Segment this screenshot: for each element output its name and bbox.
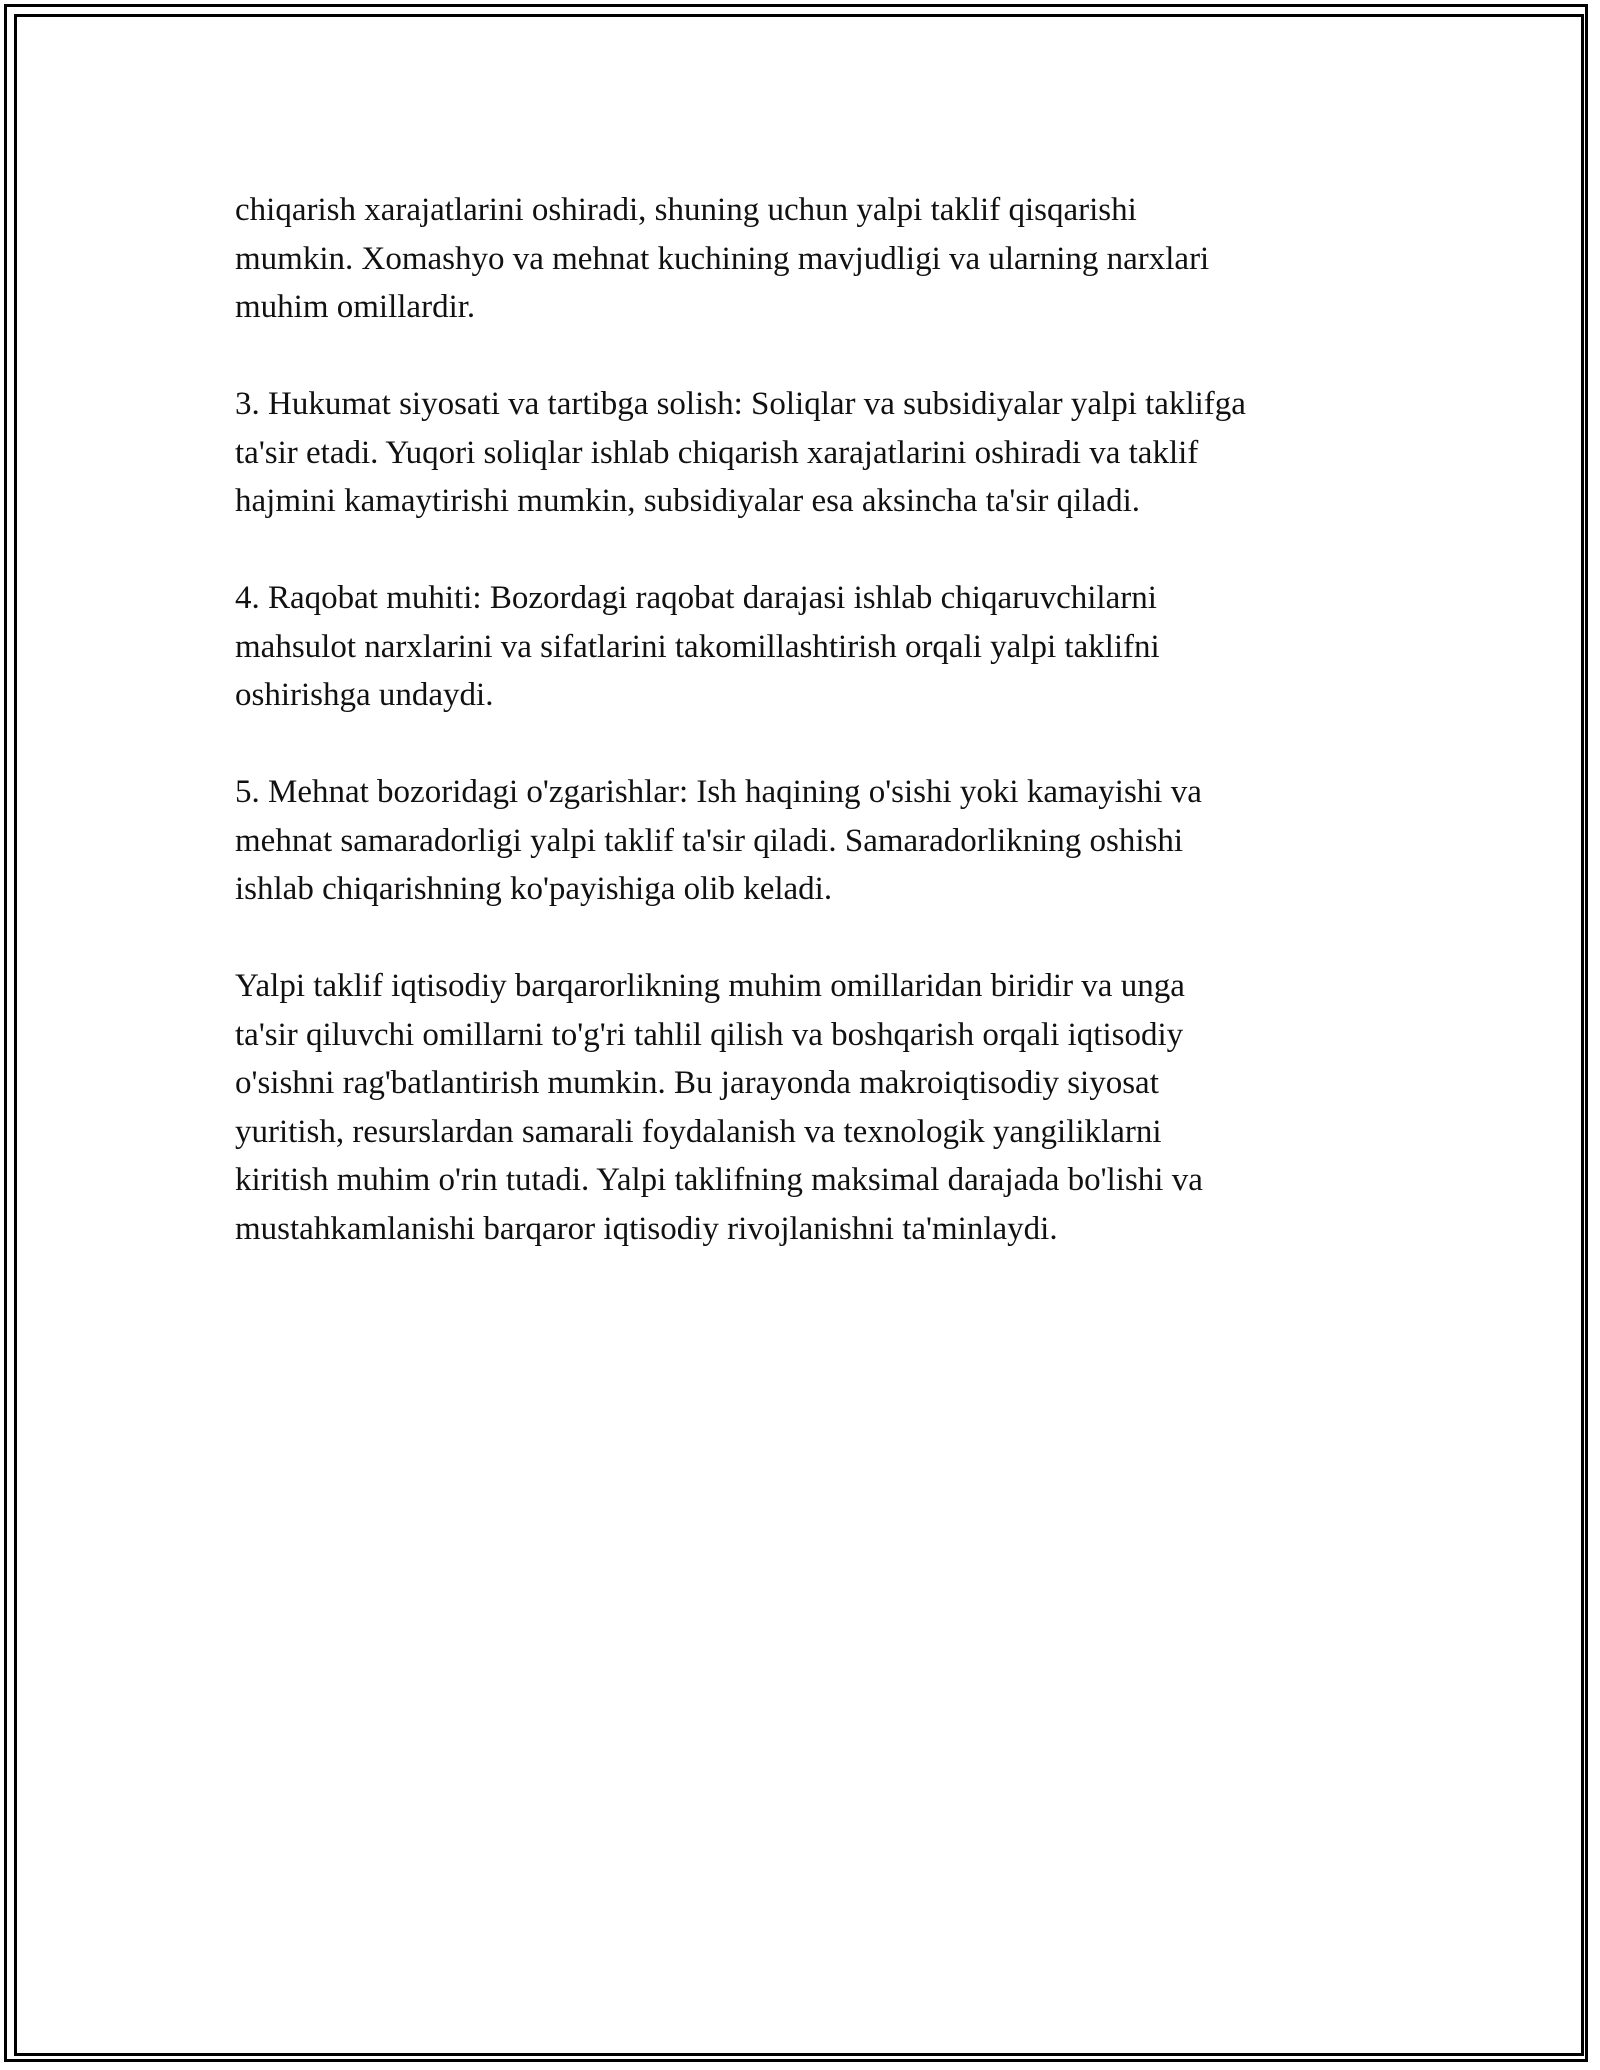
- paragraph-item-4: 4. Raqobat muhiti: Bozordagi raqobat darajasi ishlab chiqaruvchilarni mahsulot narxlarini va sifatlarini takomillashtirish orqali yalpi taklifni oshirishga undaydi.: [235, 580, 1160, 713]
- document-body: [235, 186, 1395, 1302]
- paragraph-conclusion: Yalpi taklif iqtisodiy barqarorlikning muhim omillaridan biridir va unga ta'sir qiluvchi omillarni to'g'ri tahlil qilish va boshqarish orqali iqtisodiy o'sishni rag'batlantirish mumkin. Bu jarayonda makroiqtisodiy siyosat yuritish, resurslardan samarali foydalanish va texnologik yangiliklarni kiritish muhim o'rin tutadi. Yalpi taklifning maksimal darajada bo'lishi va mustahkamlanishi barqaror iqtisodiy rivojlanishni ta'minlaydi.: [235, 968, 1203, 1247]
- paragraph-continuation: chiqarish xarajatlarini oshiradi, shuning uchun yalpi taklif qisqarishi mumkin. Xomashyo va mehnat kuchining mavjudligi va ularning narxlari muhim omillardir.: [235, 192, 1210, 325]
- paragraph-item-3: 3. Hukumat siyosati va tartibga solish: Soliqlar va subsidiyalar yalpi taklifga ta'sir etadi. Yuqori soliqlar ishlab chiqarish xarajatlarini oshiradi va taklif hajmini kamaytirishi mumkin, subsidiyalar esa aksincha ta'sir qiladi.: [235, 386, 1246, 519]
- paragraph-item-5: 5. Mehnat bozoridagi o'zgarishlar: Ish haqining o'sishi yoki kamayishi va mehnat samaradorligi yalpi taklif ta'sir qiladi. Samaradorlikning oshishi ishlab chiqarishning ko'payishiga olib keladi.: [235, 774, 1202, 907]
